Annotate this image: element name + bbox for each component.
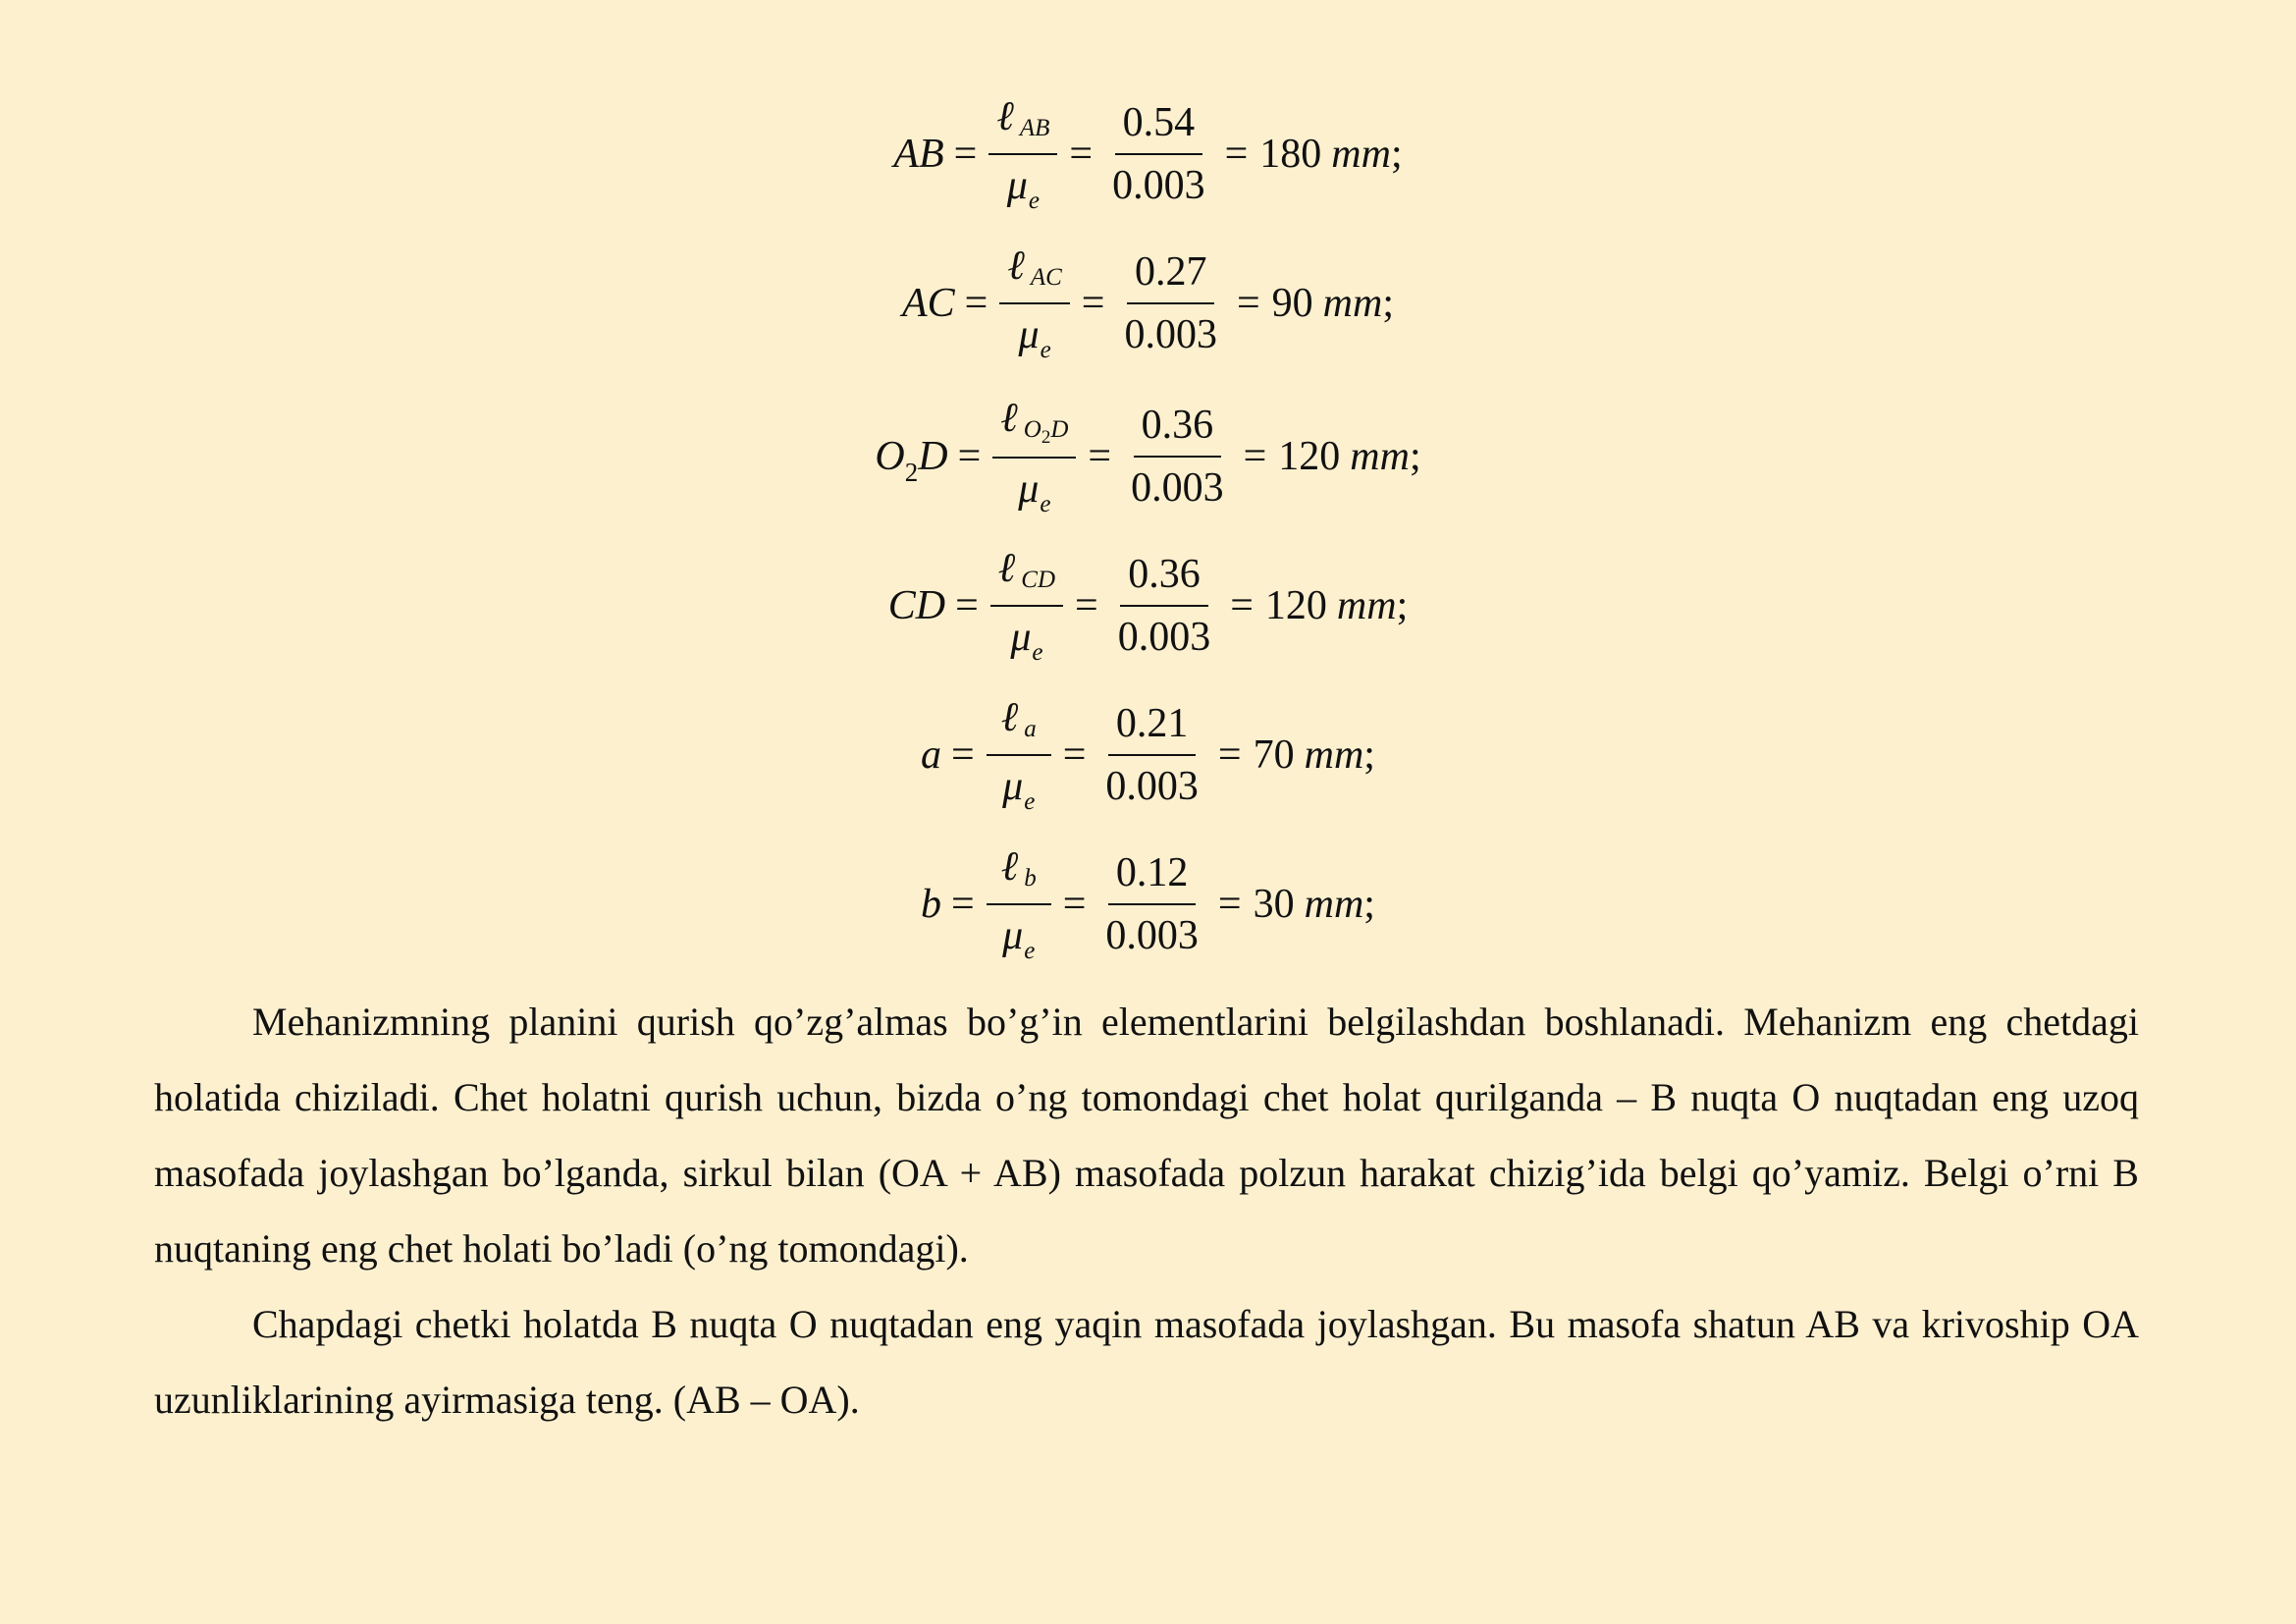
equation-lhs: AB — [893, 132, 944, 177]
equals-sign: = — [955, 583, 979, 628]
equals-sign: = — [953, 132, 978, 177]
fraction-denominator: 0.003 — [1105, 764, 1199, 809]
ell-symbol: ℓ — [1000, 695, 1019, 740]
length-over-scale-fraction — [987, 691, 1051, 819]
equation-ab — [0, 90, 2296, 218]
semicolon: ; — [1409, 434, 1421, 479]
lhs-subscript: 2 — [904, 458, 919, 487]
ell-subscript-part: D — [1050, 416, 1069, 443]
paragraph: Mehanizmning planini qurish qo’zg’almas bo’g’in elementlarini belgilashdan boshlanadi. Mehanizm eng chetdagi holatida chiziladi. Chet holatni qurish uchun, bizda o’ng tomondagi chet holat qurilganda – B nuqta O nuqtadan eng uzoq masofada joylashgan bo’lganda, sirkul bilan (OA + AB) masofada polzun harakat chizig’ida belgi qo’yamiz. Belgi o’rni B nuqtaning eng chet holati bo’ladi (o’ng tomondagi). — [154, 1000, 2139, 1271]
equation-result: 180 — [1259, 132, 1322, 177]
equation-result: 70 — [1253, 732, 1295, 778]
equals-sign: = — [951, 882, 975, 927]
value-fraction — [1110, 548, 1219, 664]
fraction-denominator — [1002, 607, 1050, 670]
equals-sign: = — [957, 434, 982, 479]
length-over-scale-fraction — [990, 542, 1063, 670]
ell-subscript: AC — [1030, 264, 1062, 291]
value-fraction — [1116, 245, 1225, 361]
equation-b — [0, 840, 2296, 968]
ell-subscript: AB — [1019, 115, 1050, 141]
equation-unit: mm — [1322, 281, 1383, 326]
fraction-numerator: 0.36 — [1120, 548, 1208, 607]
equals-sign: = — [1088, 434, 1112, 479]
equation-unit: mm — [1304, 882, 1364, 927]
ell-symbol: ℓ — [1007, 244, 1025, 289]
equation-lhs — [875, 433, 948, 487]
mu-subscript: e — [1028, 188, 1040, 214]
equals-sign: = — [1062, 732, 1087, 778]
ell-symbol: ℓ — [1000, 396, 1018, 441]
equation-lhs: b — [921, 882, 942, 927]
fraction-numerator: 0.12 — [1108, 846, 1197, 905]
equation-unit: mm — [1350, 434, 1410, 479]
equals-sign: = — [1062, 882, 1087, 927]
fraction-numerator — [987, 691, 1051, 756]
value-fraction — [1097, 846, 1206, 962]
mu-symbol: μ — [1018, 312, 1040, 357]
fraction-denominator: 0.003 — [1117, 615, 1211, 660]
equals-sign: = — [964, 281, 988, 326]
semicolon: ; — [1396, 583, 1409, 628]
fraction-denominator: 0.003 — [1131, 465, 1224, 511]
equation-o2d — [0, 393, 2296, 520]
length-over-scale-fraction — [992, 392, 1076, 521]
fraction-denominator — [994, 756, 1042, 819]
ell-subscript-index: 2 — [1041, 427, 1051, 448]
equation-lhs: CD — [887, 583, 946, 628]
equals-sign: = — [1224, 132, 1249, 177]
equals-sign: = — [1217, 882, 1242, 927]
semicolon: ; — [1363, 732, 1375, 778]
equation-unit: mm — [1336, 583, 1397, 628]
ell-subscript: CD — [1021, 567, 1056, 593]
lhs-part: D — [918, 434, 948, 479]
semicolon: ; — [1382, 281, 1395, 326]
fraction-numerator — [987, 840, 1051, 905]
fraction-numerator: 0.54 — [1115, 96, 1203, 155]
equation-lhs: AC — [901, 281, 955, 326]
equation-unit: mm — [1304, 732, 1364, 778]
ell-subscript: a — [1024, 716, 1037, 742]
ell-symbol: ℓ — [996, 94, 1014, 139]
fraction-denominator — [994, 905, 1042, 968]
equals-sign: = — [1217, 732, 1242, 778]
equation-cd — [0, 542, 2296, 670]
mu-symbol: μ — [1010, 615, 1032, 660]
body-text — [154, 984, 2139, 1437]
equation-result: 30 — [1253, 882, 1295, 927]
semicolon: ; — [1390, 132, 1403, 177]
equation-unit: mm — [1331, 132, 1391, 177]
mu-subscript: e — [1040, 491, 1051, 517]
equals-sign: = — [1081, 281, 1105, 326]
ell-subscript: b — [1024, 865, 1037, 892]
mu-symbol: μ — [1018, 466, 1040, 512]
equation-result: 120 — [1264, 583, 1327, 628]
fraction-numerator: 0.21 — [1108, 697, 1197, 756]
fraction-numerator: 0.36 — [1134, 399, 1222, 458]
fraction-denominator: 0.003 — [1124, 312, 1217, 357]
equals-sign: = — [1230, 583, 1254, 628]
mu-symbol: μ — [1006, 163, 1028, 208]
ell-symbol: ℓ — [1000, 844, 1019, 890]
paragraph: Chapdagi chetki holatda B nuqta O nuqtadan eng yaqin masofada joylashgan. Bu masofa shatun AB va krivoship OA uzunliklarining ayirmasiga teng. (AB – OA). — [154, 1302, 2139, 1422]
fraction-denominator — [1010, 304, 1058, 367]
equals-sign: = — [951, 732, 975, 778]
mu-subscript: e — [1040, 337, 1051, 363]
ell-symbol: ℓ — [997, 546, 1016, 591]
length-over-scale-fraction — [999, 240, 1069, 367]
ell-subscript — [1023, 416, 1069, 448]
equation-ac — [0, 240, 2296, 367]
length-over-scale-fraction — [988, 90, 1057, 218]
fraction-denominator: 0.003 — [1112, 163, 1205, 208]
value-fraction — [1097, 697, 1206, 813]
fraction-numerator — [999, 240, 1069, 304]
value-fraction — [1104, 96, 1213, 212]
equation-result: 90 — [1271, 281, 1313, 326]
equation-lhs: a — [921, 732, 942, 778]
ell-subscript-part: O — [1023, 416, 1041, 443]
fraction-denominator: 0.003 — [1105, 913, 1199, 958]
equals-sign: = — [1243, 434, 1267, 479]
lhs-part: O — [875, 434, 905, 479]
semicolon: ; — [1363, 882, 1375, 927]
fraction-denominator — [999, 155, 1047, 218]
mu-symbol: μ — [1002, 913, 1024, 958]
equals-sign: = — [1236, 281, 1260, 326]
fraction-denominator — [1010, 459, 1058, 521]
fraction-numerator: 0.27 — [1127, 245, 1215, 304]
mu-subscript: e — [1032, 639, 1043, 666]
equals-sign: = — [1075, 583, 1098, 628]
length-over-scale-fraction — [987, 840, 1051, 968]
mu-subscript: e — [1024, 788, 1036, 815]
mu-subscript: e — [1024, 938, 1036, 964]
value-fraction — [1123, 399, 1232, 514]
equals-sign: = — [1069, 132, 1094, 177]
equation-result: 120 — [1278, 434, 1341, 479]
equation-a — [0, 691, 2296, 819]
fraction-numerator — [992, 392, 1076, 459]
fraction-numerator — [988, 90, 1057, 155]
mu-symbol: μ — [1002, 764, 1024, 809]
fraction-numerator — [990, 542, 1063, 607]
